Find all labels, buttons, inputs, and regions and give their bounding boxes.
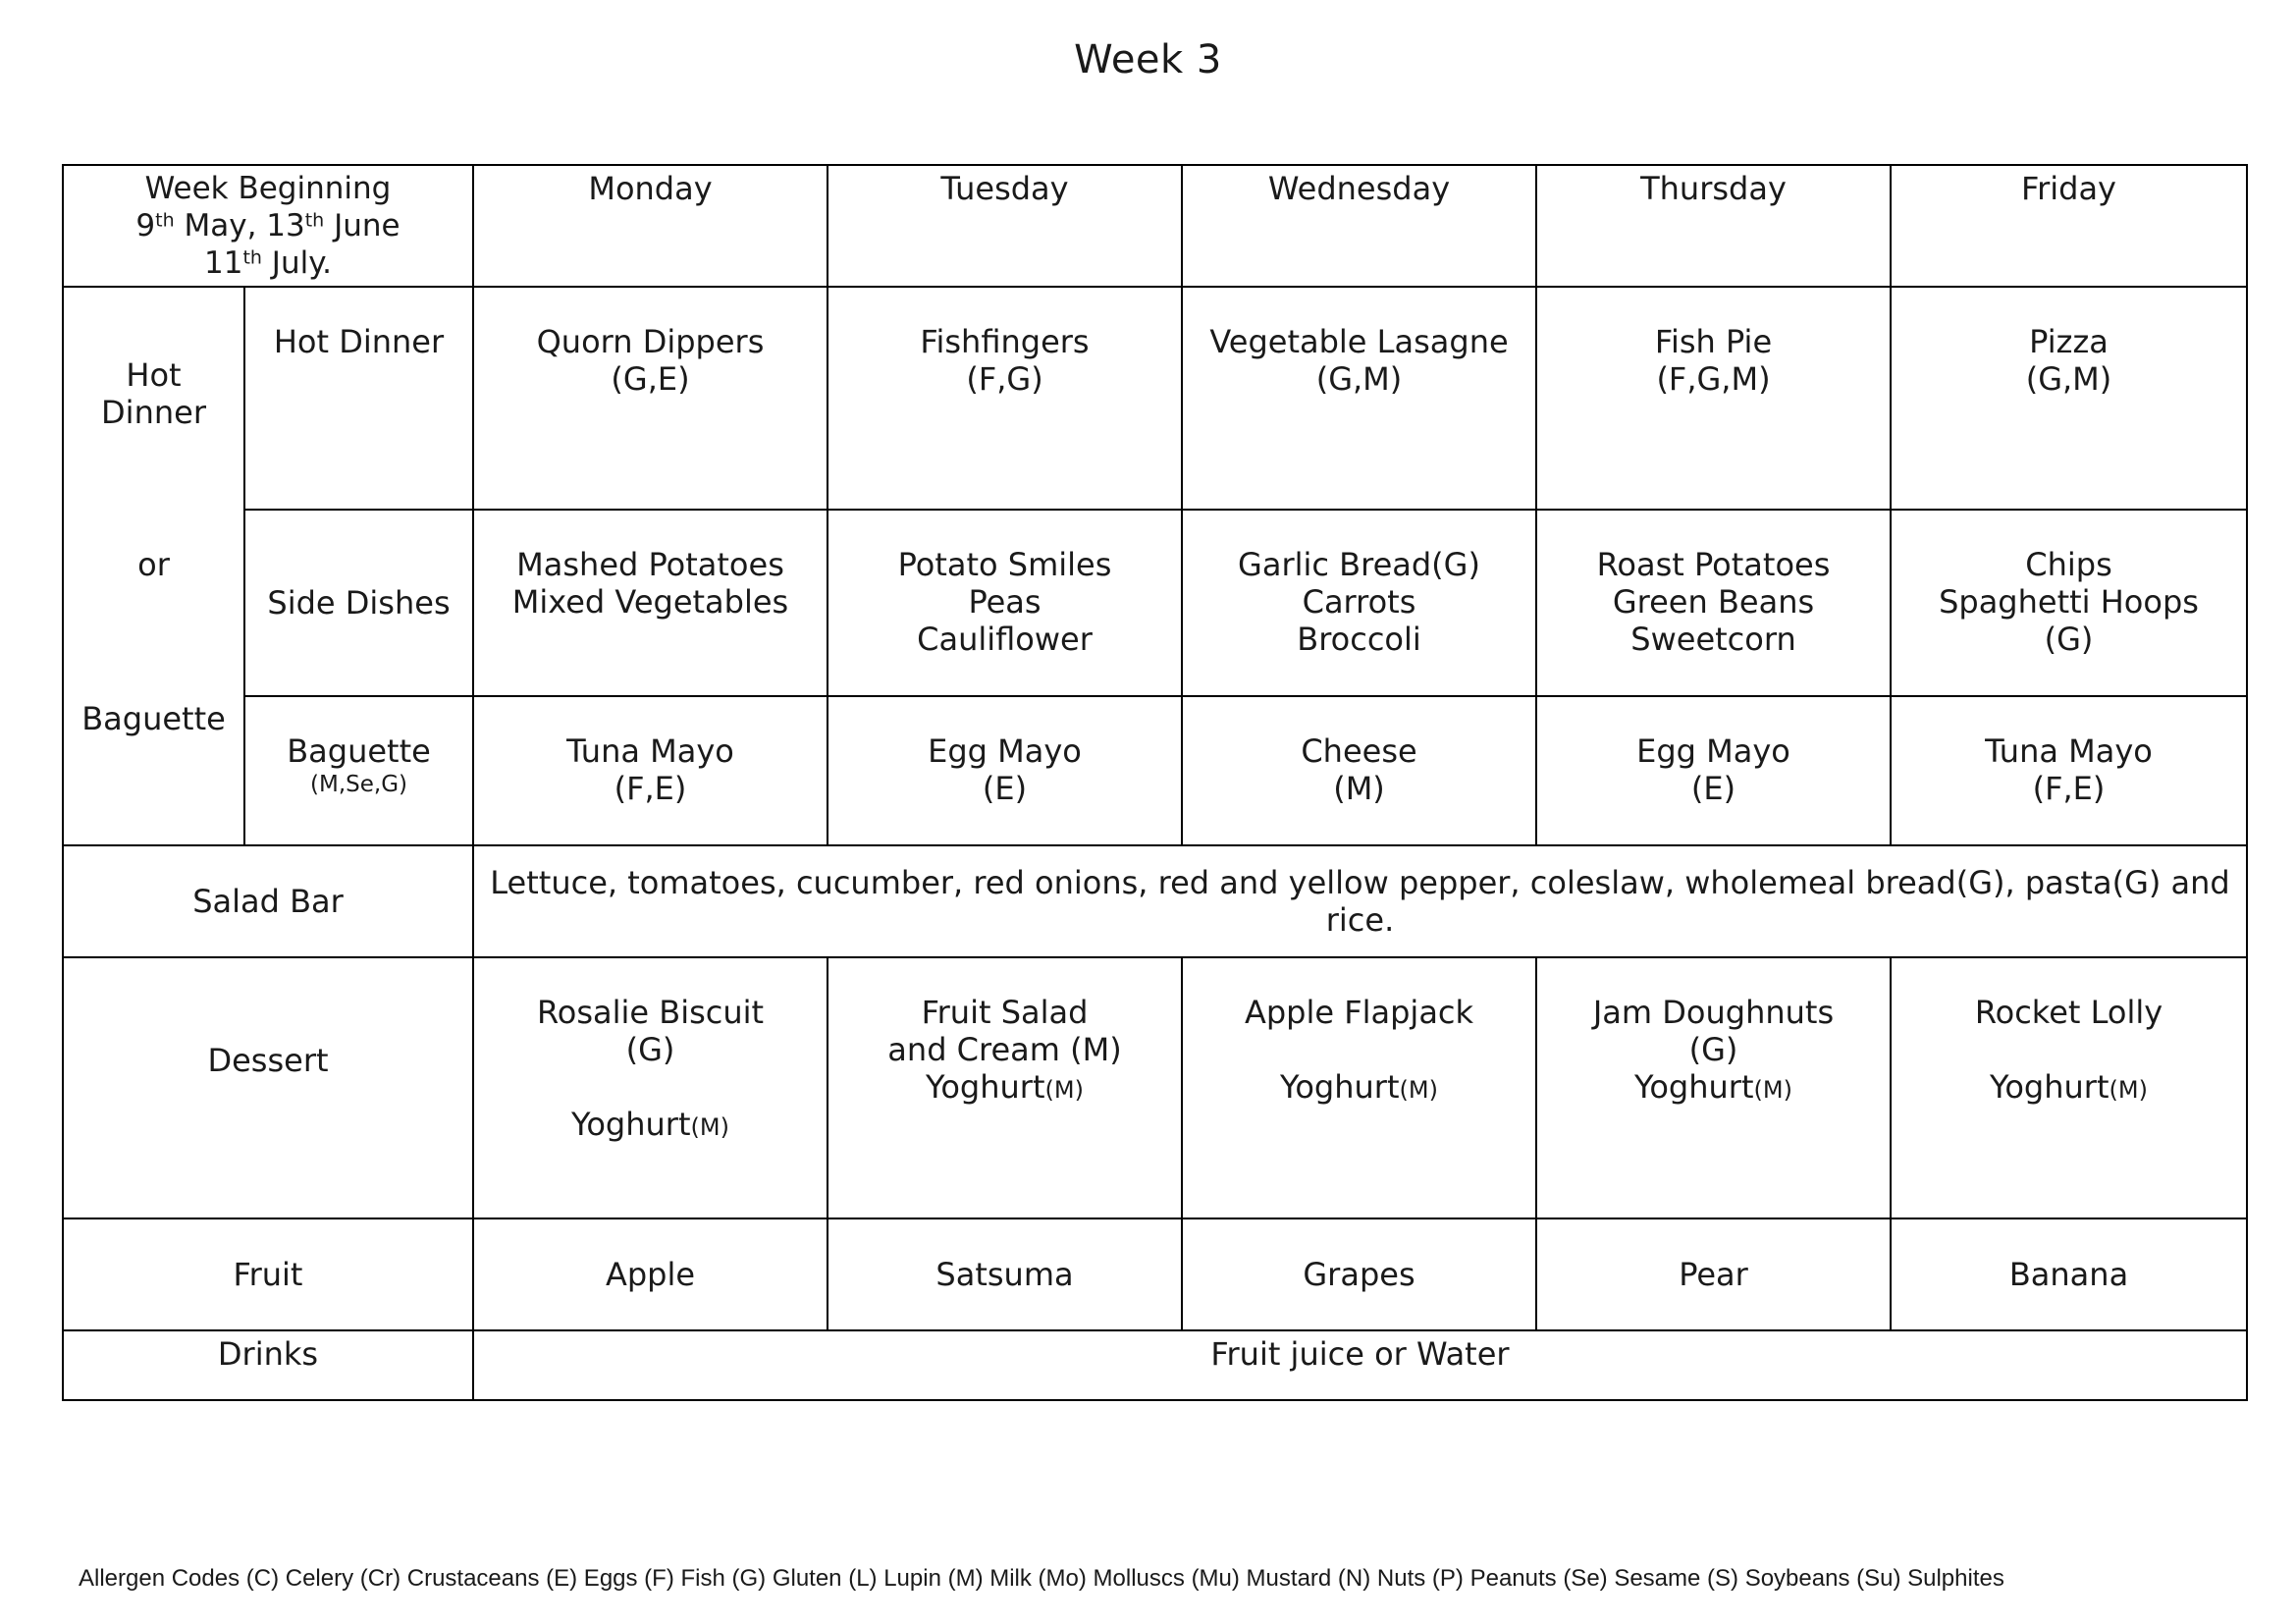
baguette-thursday: Egg Mayo (E) bbox=[1536, 696, 1891, 845]
row-label-baguette: Baguette (M,Se,G) bbox=[244, 696, 473, 845]
row-label-salad-bar: Salad Bar bbox=[63, 845, 473, 957]
hot-dinner-wednesday: Vegetable Lasagne (G,M) bbox=[1182, 287, 1536, 510]
hot-dinner-friday: Pizza (G,M) bbox=[1891, 287, 2247, 510]
baguette-monday: Tuna Mayo (F,E) bbox=[473, 696, 828, 845]
drinks-row bbox=[63, 1330, 2247, 1400]
row-label-side-dishes: Side Dishes bbox=[244, 510, 473, 696]
allergen-codes-legend: Allergen Codes (C) Celery (Cr) Crustaceans (E) Eggs (F) Fish (G) Gluten (L) Lupin (M) Milk (Mo) Molluscs (Mu) Mustard (N) Nuts (P) Peanuts (Se) Sesame (S) Soybeans (Su) Sulphites bbox=[79, 1565, 2004, 1592]
drinks-contents: Fruit juice or Water bbox=[473, 1330, 2247, 1400]
fruit-wednesday: Grapes bbox=[1182, 1218, 1536, 1330]
day-header-thursday: Thursday bbox=[1536, 165, 1891, 287]
hot-dinner-thursday: Fish Pie (F,G,M) bbox=[1536, 287, 1891, 510]
salad-bar-row bbox=[63, 845, 2247, 957]
group-label-hot: Hot bbox=[126, 356, 182, 394]
row-label-hot-dinner: Hot Dinner bbox=[244, 287, 473, 510]
hot-dinner-or-baguette-group bbox=[63, 287, 244, 845]
day-header-wednesday: Wednesday bbox=[1182, 165, 1536, 287]
dessert-thursday: Jam Doughnuts (G) Yoghurt(M) bbox=[1536, 957, 1891, 1218]
fruit-tuesday: Satsuma bbox=[828, 1218, 1182, 1330]
row-label-drinks: Drinks bbox=[63, 1330, 473, 1400]
fruit-friday: Banana bbox=[1891, 1218, 2247, 1330]
week-beginning-cell bbox=[63, 165, 473, 287]
side-dishes-wednesday: Garlic Bread(G) Carrots Broccoli bbox=[1182, 510, 1536, 696]
baguette-friday: Tuna Mayo (F,E) bbox=[1891, 696, 2247, 845]
header-row bbox=[63, 165, 2247, 287]
row-label-fruit: Fruit bbox=[63, 1218, 473, 1330]
baguette-row bbox=[63, 696, 2247, 845]
week-beginning-label: Week Beginning bbox=[144, 171, 392, 206]
side-dishes-row bbox=[63, 510, 2247, 696]
baguette-allergens: (M,Se,G) bbox=[310, 772, 407, 797]
dessert-monday: Rosalie Biscuit (G) Yoghurt(M) bbox=[473, 957, 828, 1218]
dessert-tuesday: Fruit Salad and Cream (M) Yoghurt(M) bbox=[828, 957, 1182, 1218]
dessert-wednesday: Apple Flapjack Yoghurt(M) bbox=[1182, 957, 1536, 1218]
group-label-baguette: Baguette bbox=[81, 700, 226, 737]
dessert-row bbox=[63, 957, 2247, 1218]
side-dishes-friday: Chips Spaghetti Hoops (G) bbox=[1891, 510, 2247, 696]
baguette-tuesday: Egg Mayo (E) bbox=[828, 696, 1182, 845]
side-dishes-thursday: Roast Potatoes Green Beans Sweetcorn bbox=[1536, 510, 1891, 696]
group-label-dinner: Dinner bbox=[101, 394, 206, 431]
day-header-friday: Friday bbox=[1891, 165, 2247, 287]
side-dishes-monday: Mashed Potatoes Mixed Vegetables bbox=[473, 510, 828, 696]
hot-dinner-monday: Quorn Dippers (G,E) bbox=[473, 287, 828, 510]
day-header-monday: Monday bbox=[473, 165, 828, 287]
salad-bar-contents: Lettuce, tomatoes, cucumber, red onions, red and yellow pepper, coleslaw, wholemeal bread(G), pasta(G) and rice. bbox=[473, 845, 2247, 957]
day-header-tuesday: Tuesday bbox=[828, 165, 1182, 287]
hot-dinner-tuesday: Fishfingers (F,G) bbox=[828, 287, 1182, 510]
menu-table bbox=[62, 164, 2248, 1401]
fruit-monday: Apple bbox=[473, 1218, 828, 1330]
baguette-wednesday: Cheese (M) bbox=[1182, 696, 1536, 845]
group-label-or: or bbox=[137, 546, 170, 583]
fruit-row bbox=[63, 1218, 2247, 1330]
page-title: Week 3 bbox=[1074, 37, 1222, 82]
week-beginning-dates-2: 11th July. bbox=[204, 245, 332, 281]
week-beginning-dates: 9th May, 13th June bbox=[135, 208, 400, 244]
side-dishes-tuesday: Potato Smiles Peas Cauliflower bbox=[828, 510, 1182, 696]
hot-dinner-row bbox=[63, 287, 2247, 510]
row-label-dessert: Dessert bbox=[63, 957, 473, 1218]
dessert-friday: Rocket Lolly Yoghurt(M) bbox=[1891, 957, 2247, 1218]
fruit-thursday: Pear bbox=[1536, 1218, 1891, 1330]
